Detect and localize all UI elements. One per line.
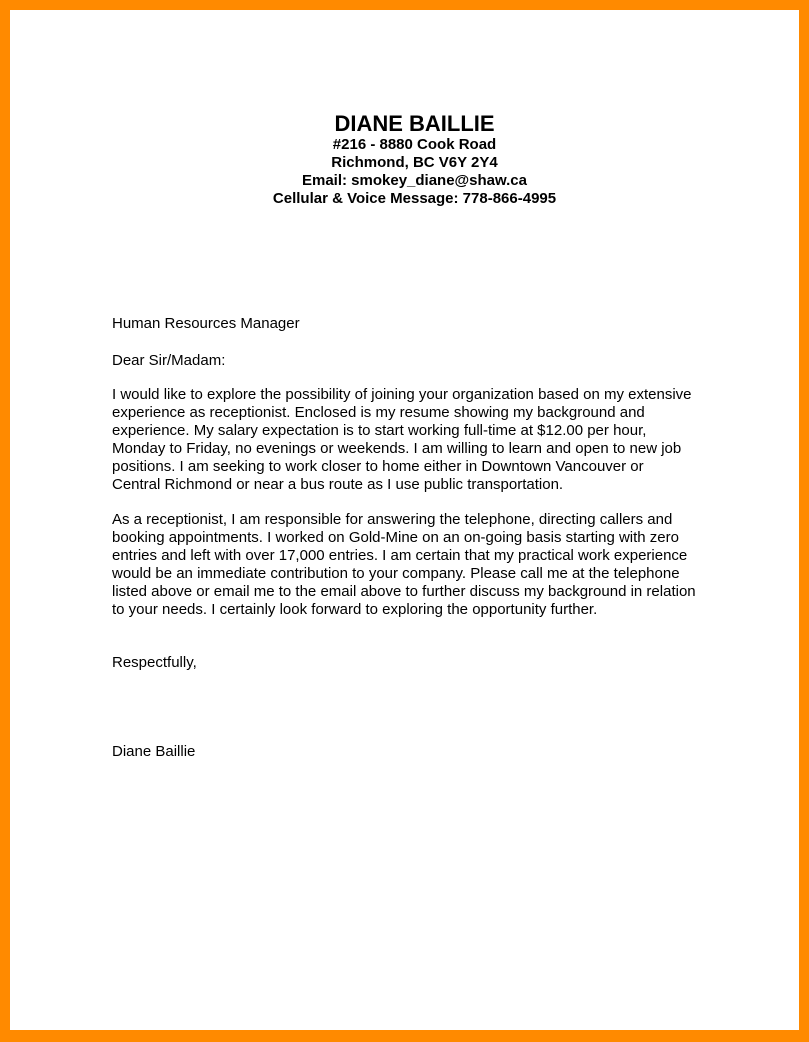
phone-line: Cellular & Voice Message: 778-866-4995 bbox=[272, 190, 557, 207]
body-paragraph-1: I would like to explore the possibility of joining your organization based on my extensive experience as receptionist. Enclosed is my resume showing my background and experience. My salary expectation is to start working full-time at $12.00 per hour, Monday to Friday, no evenings or weekends. I am willing to learn and open to new job positions. I am seeking to work closer to home either in Downtown Vancouver or Central Richmond or near a bus route as I use public transportation. bbox=[112, 386, 692, 493]
sender-contact-block bbox=[10, 136, 809, 208]
sender-name: DIANE BAILLIE bbox=[334, 111, 495, 136]
address-line-1: #216 - 8880 Cook Road bbox=[332, 136, 497, 153]
closing: Respectfully, bbox=[112, 654, 197, 671]
recipient-line: Human Resources Manager bbox=[112, 315, 300, 332]
body-paragraph-2: As a receptionist, I am responsible for answering the telephone, directing callers and booking appointments. I worked on Gold-Mine on an on-going basis starting with zero entries and left with over 17,000 entries. I am certain that my practical work experience would be an immediate contribution to your company. Please call me at the telephone listed above or email me to the email above to further discuss my background in relation to your needs. I certainly look forward to exploring the opportunity further. bbox=[112, 511, 696, 618]
email-line: Email: smokey_diane@shaw.ca bbox=[301, 172, 527, 189]
signature-name: Diane Baillie bbox=[112, 743, 196, 760]
address-line-2: Richmond, BC V6Y 2Y4 bbox=[331, 154, 498, 171]
salutation: Dear Sir/Madam: bbox=[112, 352, 226, 369]
